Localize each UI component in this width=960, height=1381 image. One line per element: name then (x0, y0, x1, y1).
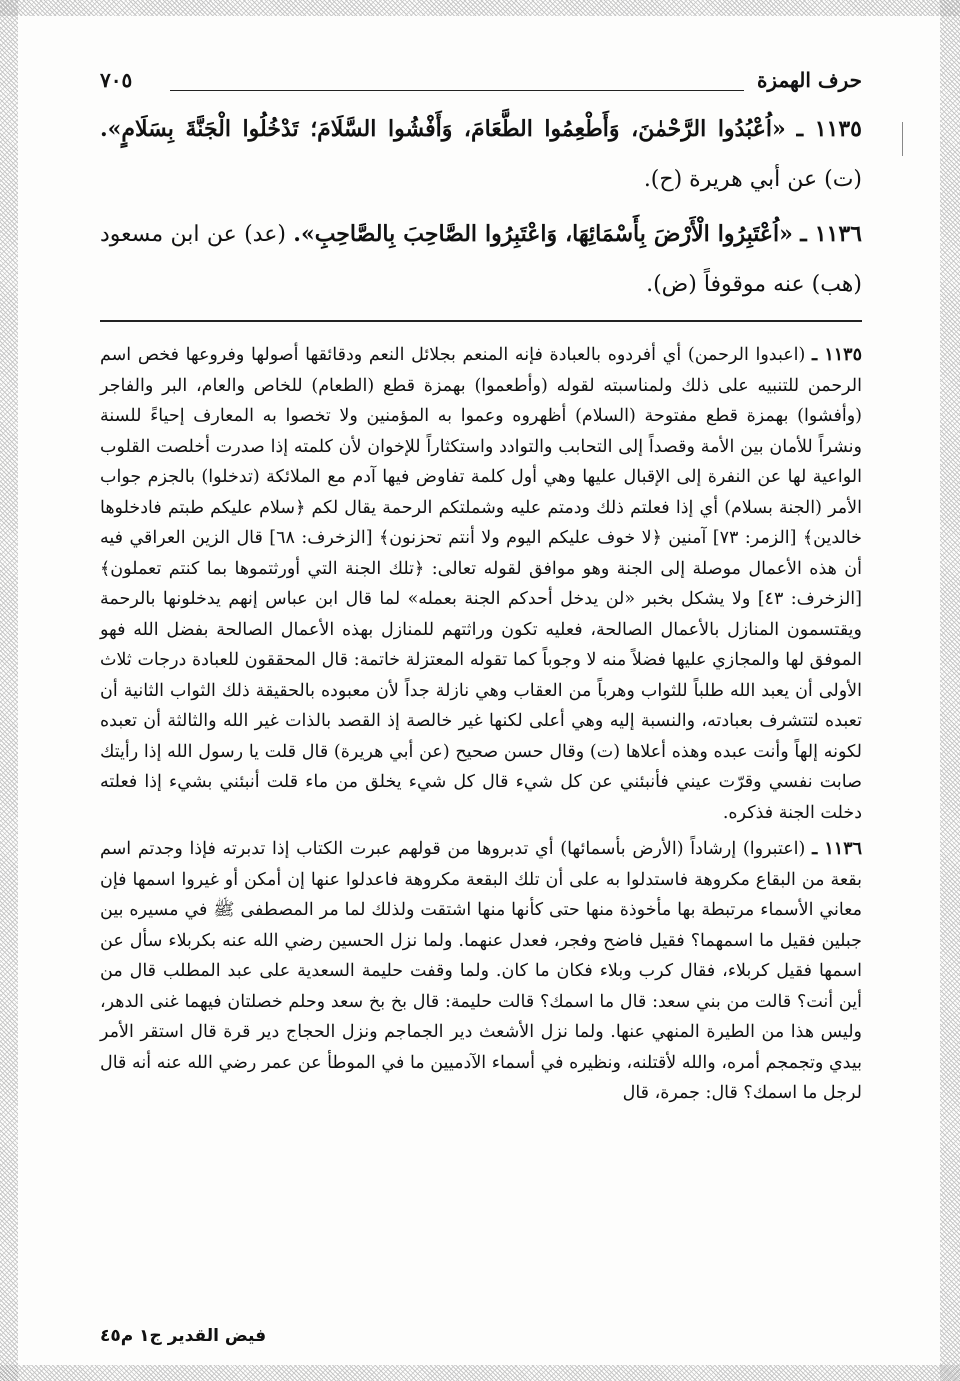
hadith-1136 (100, 209, 862, 310)
page-content (100, 60, 862, 1115)
scan-border-top (0, 0, 960, 16)
hadith-source: (عد) عن ابن مسعود (هب) عنه موقوفاً (ض). (100, 222, 862, 297)
commentary-1136 (100, 834, 862, 1109)
scan-border-right (940, 0, 960, 1381)
hadith-number: ١١٣٦ ـ (800, 221, 862, 247)
page-number: ٧٠٥ (100, 68, 133, 92)
hadith-source: (ت) عن أبي هريرة (ح). (643, 167, 862, 192)
commentary-text: (اعبدوا الرحمن) أي أفردوه بالعبادة فإنه المنعم بجلائل النعم ودقائقها أصولها وفروعها فخص اسم الرحمن للتنبيه على ذلك ولمناسبته لقوله (وأطعموا) بهمزة قطع (الطعام) للخاص والعام، البر والفاجر (وأفشوا) بهمزة قطع مفتوحة (السلام) أظهروه وعموا به المؤمنين ولا تخصوا به المعارف إحياءً للسنة ونشراً للأمان بين الأمة وقصداً إلى التحابب والتوادد واستكثاراً للإخوان لأن كلمته إذا صدرت أخلصت القلوب الواعية لها عن النفرة إلى الإقبال عليها وهي أول كلمة تفاوض فيها آدم مع الملائكة (تدخلوا) بالجزم جواب الأمر (الجنة بسلام) أي إذا فعلتم ذلك ودمتم عليه وشملتكم الرحمة يقال لكم ﴿سلام عليكم طبتم فادخلوها خالدين﴾ [الزمر: ٧٣] آمنين ﴿لا خوف عليكم اليوم ولا أنتم تحزنون﴾ [الزخرف: ٦٨] قال الزين العراقي فيه أن هذه الأعمال موصلة إلى الجنة وهو موافق لقوله تعالى: ﴿تلك الجنة التي أورثتموها بما كنتم تعملون﴾ [الزخرف: ٤٣] ولا يشكل بخبر «لن يدخل أحدكم الجنة بعمله» لما قال ابن عباس إنهم يدخلونها بالرحمة ويقتسمون المنازل بالأعمال الصالحة، فعليه تكون وراثتهم للمنازل بهذه الأعمال الصالحة بفضل الله فهو الموفق لها والمجازي عليها فضلاً منه لا وجوباً كما تقوله المعتزلة خاتمة: قال المحققون للعبادة درجات ثلاث الأولى أن يعبد الله طلباً للثواب وهرباً من العقاب وهي نازلة جداً لأن معبوده بالحقيقة ذلك الثواب الثانية أن تعبده لتتشرف بعبادته، والنسبة إليه وهي أعلى لكنها غير خالصة إذ القصد بالذات غير الله والثالثة أن تعبده لكونه إلهاً وأنت عبده وهذه أعلاها (ت) وقال حسن صحيح (عن أبي هريرة) قال قلت يا رسول الله إذا رأيتك صابت نفسي وقرّت عيني فأنبئني عن كل شيء قال كل شيء يخلق من ماء قلت أنبئني بشيء إذا فعلته دخلت الجنة فذكره. (100, 345, 862, 823)
commentary-text: (اعتبروا) إرشاداً (الأرض بأسمائها) أي تدبروها من قولهم عبرت الكتاب إذا تدبرته فإذا وجدتم اسم بقعة من البقاع مكروهة فاستدلوا به على أن تلك البقعة مكروهة فاعدلوا عنها إن أمكن أو غيروا اسمها فإن معاني الأسماء مرتبطة بها مأخوذة منها حتى كأنها منها اشتقت ولذلك لما مر المصطفى ﷺ في مسيره بين جبلين فقيل ما اسمهما؟ فقيل فاضح وفجر، فعدل عنهما. ولما نزل الحسين رضي الله عنه بكربلاء سأل عن اسمها فقيل كربلاء، فقال كرب وبلاء فكان ما كان. ولما وقفت حليمة السعدية على عبد المطلب قال من أين أنت؟ قالت من بني سعد: قال ما اسمك؟ قالت حليمة: قال بخ بخ سعد وحلم خصلتان فيهما غنى الدهر، وليس هذا من الطيرة المنهي عنها. ولما نزل الأشعث دير الجماجم ونزل الحجاج دير قرة قال استقر الأمر بيدي وتجمجم أمره، والله لأقتلنه، ونظيره في أسماء الآدميين ما في الموطأ عن عمر رضي الله عنه أنه قال لرجل ما اسمك؟ قال: جمرة، قال (100, 839, 862, 1103)
margin-mark (902, 122, 903, 156)
page-header (100, 60, 862, 104)
hadith-text: «اُعْبُدُوا الرَّحْمٰنَ، وَأَطْعِمُوا الطَّعَامَ، وَأَفْشُوا السَّلَامَ؛ تَدْخُلُوا الْجَنَّةَ بِسَلَامٍ». (100, 116, 786, 142)
scan-border-left (0, 0, 18, 1381)
commentary-number: ١١٣٥ ـ (812, 345, 862, 365)
scan-border-bottom (0, 1365, 960, 1381)
commentary-number: ١١٣٦ ـ (812, 839, 862, 859)
signature-mark: فيض القدير ج١ م٤٥ (100, 1326, 267, 1346)
commentary-1135 (100, 340, 862, 828)
hadith-text: «اُعْتَبِرُوا الْأَرْضَ بِأَسْمَائِهَا، وَاعْتَبِرُوا الصَّاحِبَ بِالصَّاحِبِ». (293, 221, 793, 247)
running-title: حرف الهمزة (756, 68, 862, 92)
header-rule (170, 90, 744, 91)
hadith-1135 (100, 104, 862, 205)
section-divider (100, 320, 862, 322)
hadith-number: ١١٣٥ ـ (796, 116, 862, 142)
